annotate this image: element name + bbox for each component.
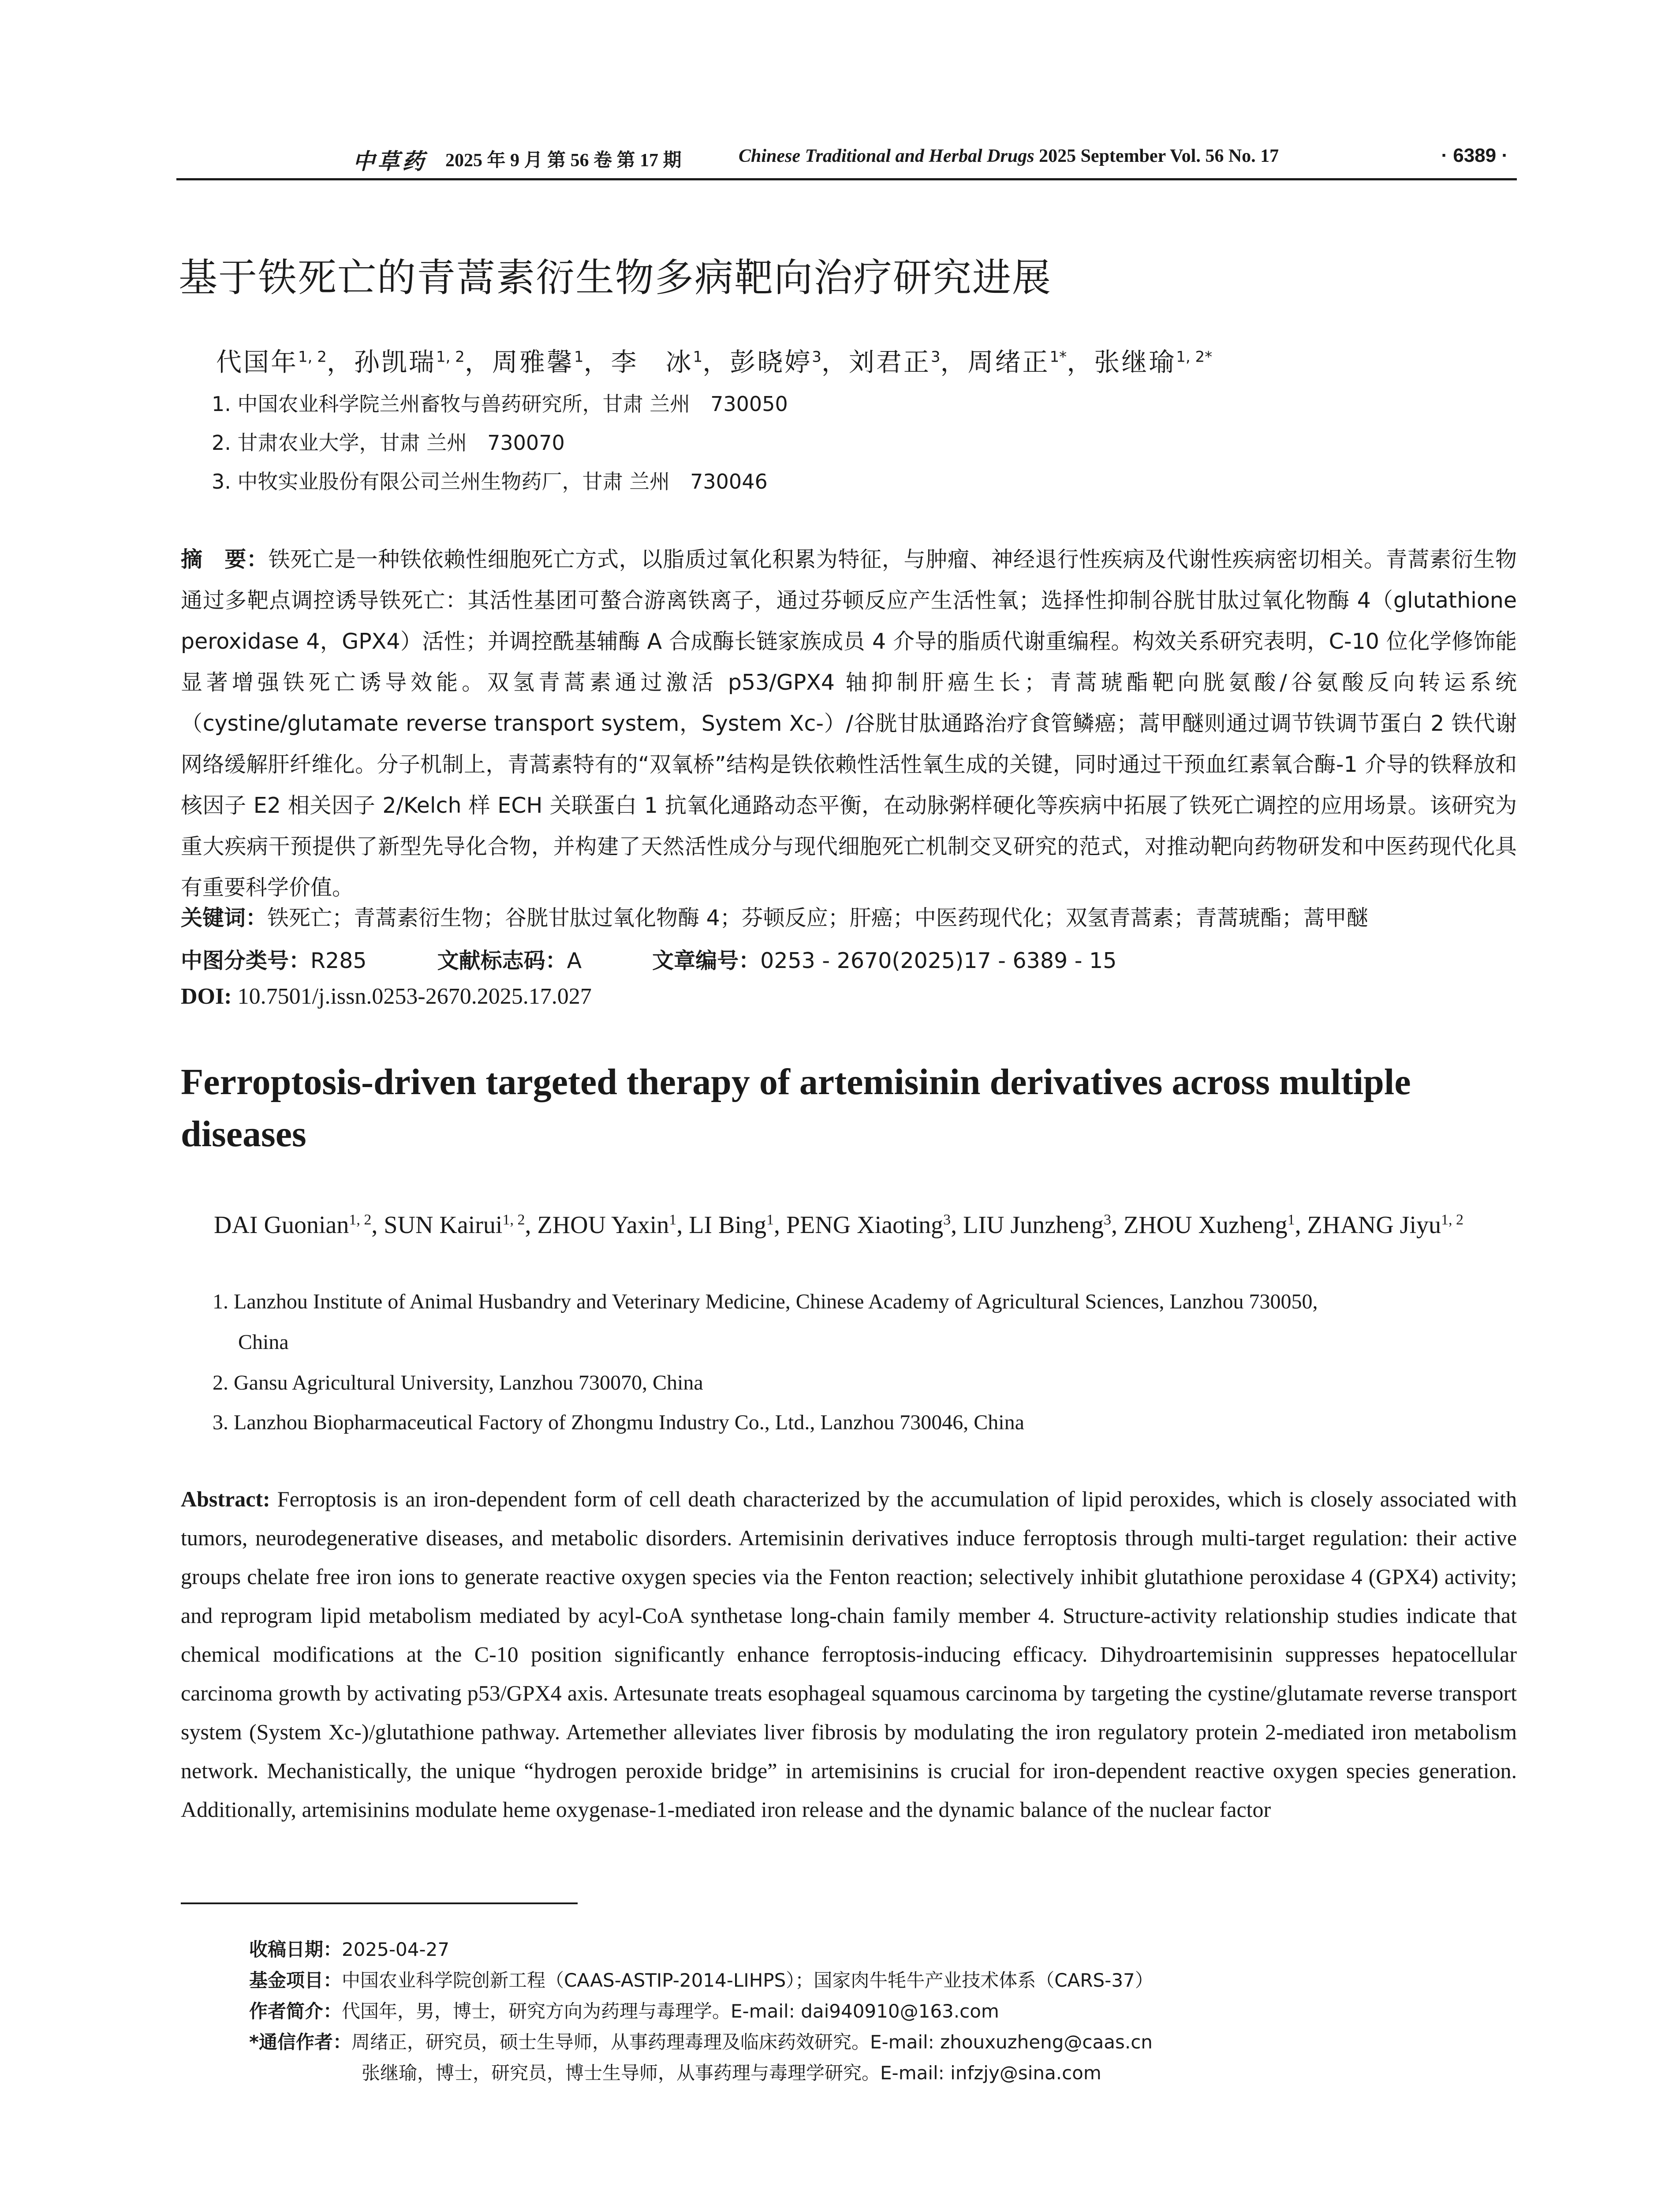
en-author: ZHANG Jiyu$^{1, 2}$ — [1307, 1211, 1463, 1239]
keywords-label: 关键词： — [181, 905, 268, 931]
en-author: ZHOU Yaxin$^1$, — [537, 1211, 689, 1239]
cn-author: 代国年$^{1, 2}$， — [216, 347, 354, 377]
journal-logo: 中草药 — [353, 148, 427, 174]
document-code: A — [567, 948, 582, 973]
page-number: · 6389 · — [1441, 145, 1508, 166]
cn-abstract-text: 铁死亡是一种铁依赖性细胞死亡方式，以脂质过氧化积累为特征，与肿瘤、神经退行性疾病及代谢性疾病密切相关。青蒿素衍生物通过多靶点调控诱导铁死亡：其活性基团可螯合游离铁离子，通过芬顿反应产生活性氧；选择性抑制谷胱甘肽过氧化物酶 4（glutathione peroxidase 4，GPX4）活性；并调控酰基辅酶 A 合成酶长链家族成员 4 介导的脂质代谢重编程。构效关系研究表明，C-10 位化学修饰能显著增强铁死亡诱导效能。双氢青蒿素通过激活 p53/GPX4 轴抑制肝癌生长；青蒿琥酯靶向胱氨酸/谷氨酸反向转运系统（cystine/glutamate reverse transport system，System Xc-）/谷胱甘肽通路治疗食管鳞癌；蒿甲醚则通过调节铁调节蛋白 2 铁代谢网络缓解肝纤维化。分子机制上，青蒿素特有的“双氧桥”结构是铁依赖性活性氧生成的关键，同时通过干预血红素氧合酶-1 介导的铁释放和核因子 E2 相关因子 2/Kelch 样 ECH 关联蛋白 1 抗氧化通路动态平衡，在动脉粥样硬化等疾病中拓展了铁死亡调控的应用场景。该研究为重大疾病干预提供了新型先导化合物，并构建了天然活性成分与现代细胞死亡机制交叉研究的范式，对推动靶向药物研发和中医药现代化具有重要科学价值。 — [181, 547, 1517, 900]
en-abstract-label: Abstract: — [181, 1487, 270, 1511]
en-author: SUN Kairui$^{1, 2}$, — [384, 1211, 538, 1239]
en-author: PENG Xiaoting$^3$, — [786, 1211, 963, 1239]
header-rule — [176, 178, 1517, 180]
clc-code: R285 — [310, 948, 367, 973]
footnote-received: 收稿日期：2025-04-27 — [249, 1939, 450, 1960]
cn-author: 彭晓婷$^3$， — [730, 347, 849, 377]
keywords-text: 铁死亡；青蒿素衍生物；谷胱甘肽过氧化物酶 4；芬顿反应；肝癌；中医药现代化；双氢青蒿素；青蒿琥酯；蒿甲醚 — [267, 905, 1368, 931]
footnote-author-bio: 作者简介：代国年，男，博士，研究方向为药理与毒理学。E-mail: dai940910@163.com — [249, 2000, 999, 2022]
en-author: ZHOU Xuzheng$^1$, — [1123, 1211, 1307, 1239]
cn-abstract — [181, 539, 1517, 908]
cn-author: 孙凯瑞$^{1, 2}$， — [354, 347, 492, 377]
en-abstract — [181, 1480, 1517, 1829]
en-title: Ferroptosis-driven targeted therapy of artemisinin derivatives across multiple diseases — [181, 1061, 1411, 1155]
cn-abstract-label: 摘 要： — [181, 547, 269, 572]
en-author: DAI Guonian$^{1, 2}$, — [214, 1211, 384, 1239]
footnote-fund: 基金项目：中国农业科学院创新工程（CAAS-ASTIP-2014-LIHPS）；国家肉牛牦牛产业技术体系（CARS-37） — [249, 1970, 1154, 1991]
footnote-corresponding: *通信作者：周绪正，研究员，硕士生导师，从事药理毒理及临床药效研究。E-mail: zhouxuzheng@caas.cn — [249, 2031, 1153, 2053]
en-author-list — [214, 1200, 1519, 1245]
cn-affiliation-1: 1. 中国农业科学院兰州畜牧与兽药研究所，甘肃 兰州 730050 — [212, 392, 788, 416]
en-author: LIU Junzheng$^3$, — [963, 1211, 1124, 1239]
footnote-rule — [181, 1902, 578, 1904]
en-affiliation-2: 2. Gansu Agricultural University, Lanzhou 730070, China — [213, 1371, 703, 1394]
cn-author: 李 冰$^1$， — [611, 347, 730, 377]
journal-issue-cn: 2025 年 9 月 第 56 卷 第 17 期 — [445, 150, 682, 171]
keywords — [181, 897, 1517, 938]
classification-line: 中图分类号：R285 文献标志码：A 文章编号：0253 - 2670(2025)17 - 6389 - 15 — [181, 948, 1117, 973]
running-header — [176, 144, 1517, 178]
cn-author-list — [216, 341, 1212, 378]
en-affiliation-1: 1. Lanzhou Institute of Animal Husbandry and Veterinary Medicine, Chinese Academy of Agricultural Sciences, Lanzhou 730050, China — [213, 1290, 1318, 1354]
cn-affiliation-2: 2. 甘肃农业大学，甘肃 兰州 730070 — [212, 431, 565, 455]
cn-author: 周绪正$^{1*}$， — [967, 347, 1094, 377]
cn-affiliation-3: 3. 中牧实业股份有限公司兰州生物药厂，甘肃 兰州 730046 — [212, 470, 768, 493]
en-affiliation-3: 3. Lanzhou Biopharmaceutical Factory of Zhongmu Industry Co., Ltd., Lanzhou 730046, China — [213, 1411, 1024, 1434]
cn-author: 刘君正$^3$， — [848, 347, 968, 377]
article-number: 0253 - 2670(2025)17 - 6389 - 15 — [760, 948, 1117, 973]
en-author: LI Bing$^1$, — [689, 1211, 786, 1239]
cn-title: 基于铁死亡的青蒿素衍生物多病靶向治疗研究进展 — [179, 255, 1052, 300]
en-abstract-text: Ferroptosis is an iron-dependent form of cell death characterized by the accumulation of lipid peroxides, which is closely associated with tumors, neurodegenerative diseases, and metabolic disorders. Artemisinin derivatives induce ferroptosis through multi-target regulation: their active groups chelate free iron ions to generate reactive oxygen species via the Fenton reaction; selectively inhibit glutathione peroxidase 4 (GPX4) activity; and reprogram lipid metabolism mediated by acyl-CoA synthetase long-chain family member 4. Structure-activity relationship studies indicate that chemical modifications at the C-10 position significantly enhance ferroptosis-inducing efficacy. Dihydroartemisinin suppresses hepatocellular carcinoma growth by activating p53/GPX4 axis. Artesunate treats esophageal squamous carcinoma by targeting the cystine/glutamate reverse transport system (System Xc-)/glutathione pathway. Artemether alleviates liver fibrosis by modulating the iron regulatory protein 2-mediated iron metabolism network. Mechanistically, the unique “hydrogen peroxide bridge” in artemisinins is crucial for iron-dependent reactive oxygen species generation. Additionally, artemisinins modulate heme oxygenase-1-mediated iron release and the dynamic balance of the nuclear factor — [181, 1487, 1517, 1822]
cn-author: 周雅馨$^1$， — [492, 347, 611, 377]
doi-value[interactable]: 10.7501/j.issn.0253-2670.2025.17.027 — [237, 984, 592, 1009]
doi-line: DOI: 10.7501/j.issn.0253-2670.2025.17.027 — [181, 984, 592, 1009]
footnote-corresponding-2: 张继瑜，博士，研究员，博士生导师，从事药理与毒理学研究。E-mail: infzjy@sina.com — [362, 2062, 1101, 2084]
journal-name-en: Chinese Traditional and Herbal Drugs 2025 September Vol. 56 No. 17 — [739, 146, 1279, 166]
cn-author: 张继瑜$^{1, 2*}$ — [1094, 347, 1213, 377]
